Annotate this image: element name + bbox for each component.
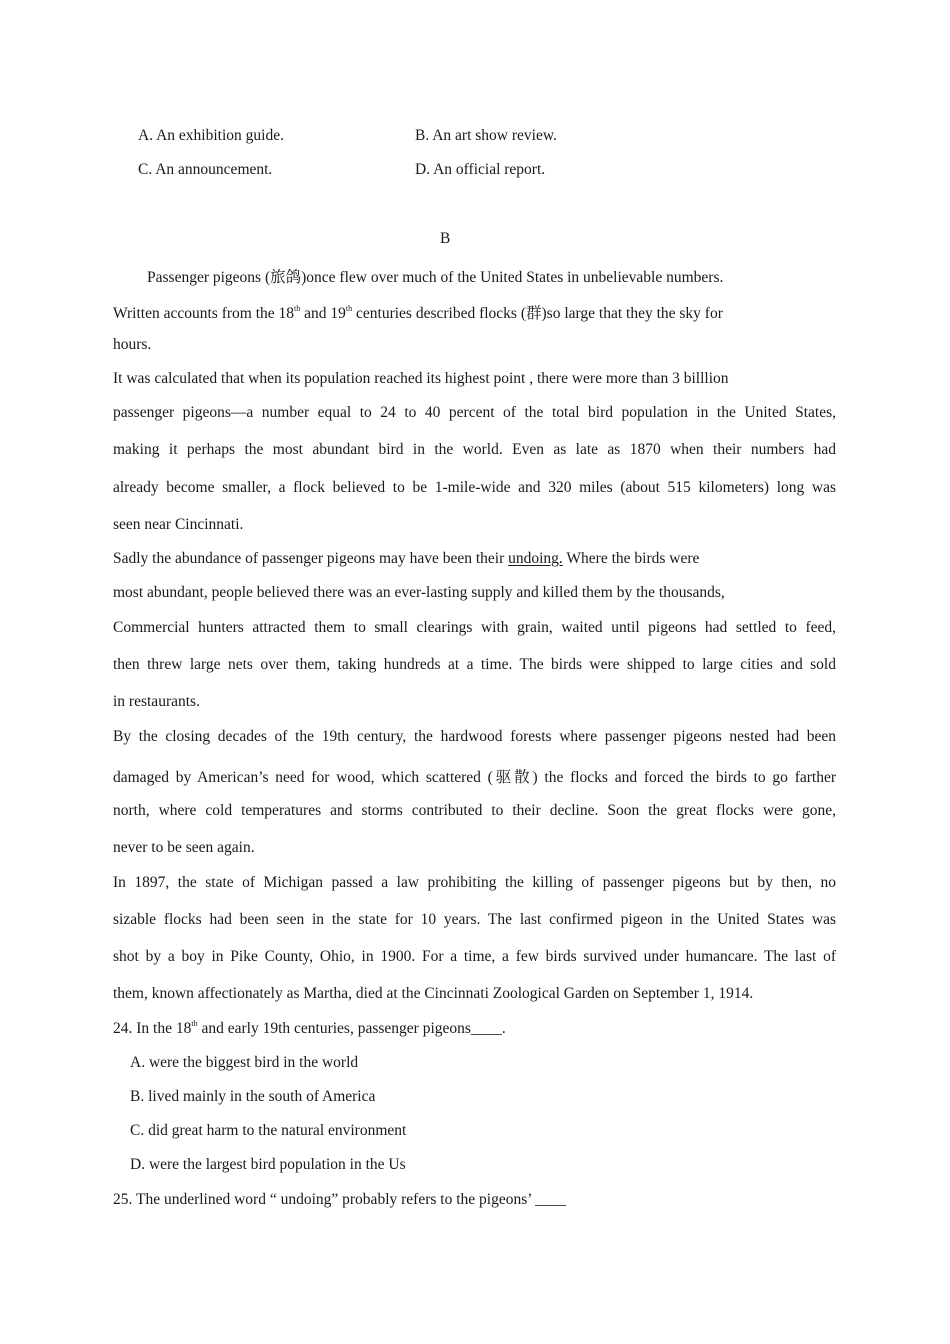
p1-line-1: Passenger pigeons (旅鸽)once flew over much of the United States in unbelievable numbers. [147,269,724,286]
section-heading: B [440,230,451,247]
p4-line-3: north, where cold temperatures and storms contributed to their decline. Soon the great flocks were gone, [113,802,836,819]
p2-line-5: seen near Cincinnati. [113,516,244,533]
p5-line-3: shot by a boy in Pike County, Ohio, in 1900. For a time, a few birds survived under humancare. The last of [113,948,836,965]
p3-line-1: Sadly the abundance of passenger pigeons may have been their undoing. Where the birds were [113,550,700,567]
p4-line-2: damaged by American’s need for wood, which scattered (驱散) the flocks and forced the birds to go farther [113,769,836,786]
p3-line-4: then threw large nets over them, taking hundreds at a time. The birds were shipped to large cities and sold [113,656,836,673]
q24-option-c: C. did great harm to the natural environment [130,1122,407,1139]
option-c: C. An announcement. [138,161,273,178]
p3-line-3: Commercial hunters attracted them to small clearings with grain, waited until pigeons had settled to feed, [113,619,836,636]
p5-line-1: In 1897, the state of Michigan passed a law prohibiting the killing of passenger pigeons but by then, no [113,874,836,891]
p1-line-3: hours. [113,336,152,353]
p3-line-2: most abundant, people believed there was an ever-lasting supply and killed them by the thousands, [113,584,725,601]
p4-line-1: By the closing decades of the 19th century, the hardwood forests where passenger pigeons nested had been [113,728,836,745]
p5-line-2: sizable flocks had been seen in the state for 10 years. The last confirmed pigeon in the United States was [113,911,836,928]
p3-line-5: in restaurants. [113,693,200,710]
question-25-stem: 25. The underlined word “ undoing” probably refers to the pigeons’ ____ [113,1191,567,1208]
p5-line-4: them, known affectionately as Martha, died at the Cincinnati Zoological Garden on September 1, 1914. [113,985,754,1002]
underlined-word-undoing: undoing. [508,550,563,567]
p2-line-4: already become smaller, a flock believed to be 1-mile-wide and 320 miles (about 515 kilometers) long was [113,479,836,496]
q24-option-d: D. were the largest bird population in the Us [130,1156,406,1173]
p2-line-3: making it perhaps the most abundant bird in the world. Even as late as 1870 when their numbers had [113,441,836,458]
p2-line-1: It was calculated that when its population reached its highest point , there were more than 3 billlion [113,370,729,387]
p1-line-2: Written accounts from the 18th and 19th centuries described flocks (群)so large that they the sky for [113,304,723,322]
question-24-stem: 24. In the 18th and early 19th centuries, passenger pigeons____. [113,1019,506,1037]
q24-option-a: A. were the biggest bird in the world [130,1054,359,1071]
option-a: A. An exhibition guide. [138,127,284,144]
p4-line-4: never to be seen again. [113,839,255,856]
p2-line-2: passenger pigeons—a number equal to 24 to 40 percent of the total bird population in the United States, [113,404,836,421]
q24-option-b: B. lived mainly in the south of America [130,1088,376,1105]
option-b: B. An art show review. [415,127,557,144]
option-d: D. An official report. [415,161,546,178]
